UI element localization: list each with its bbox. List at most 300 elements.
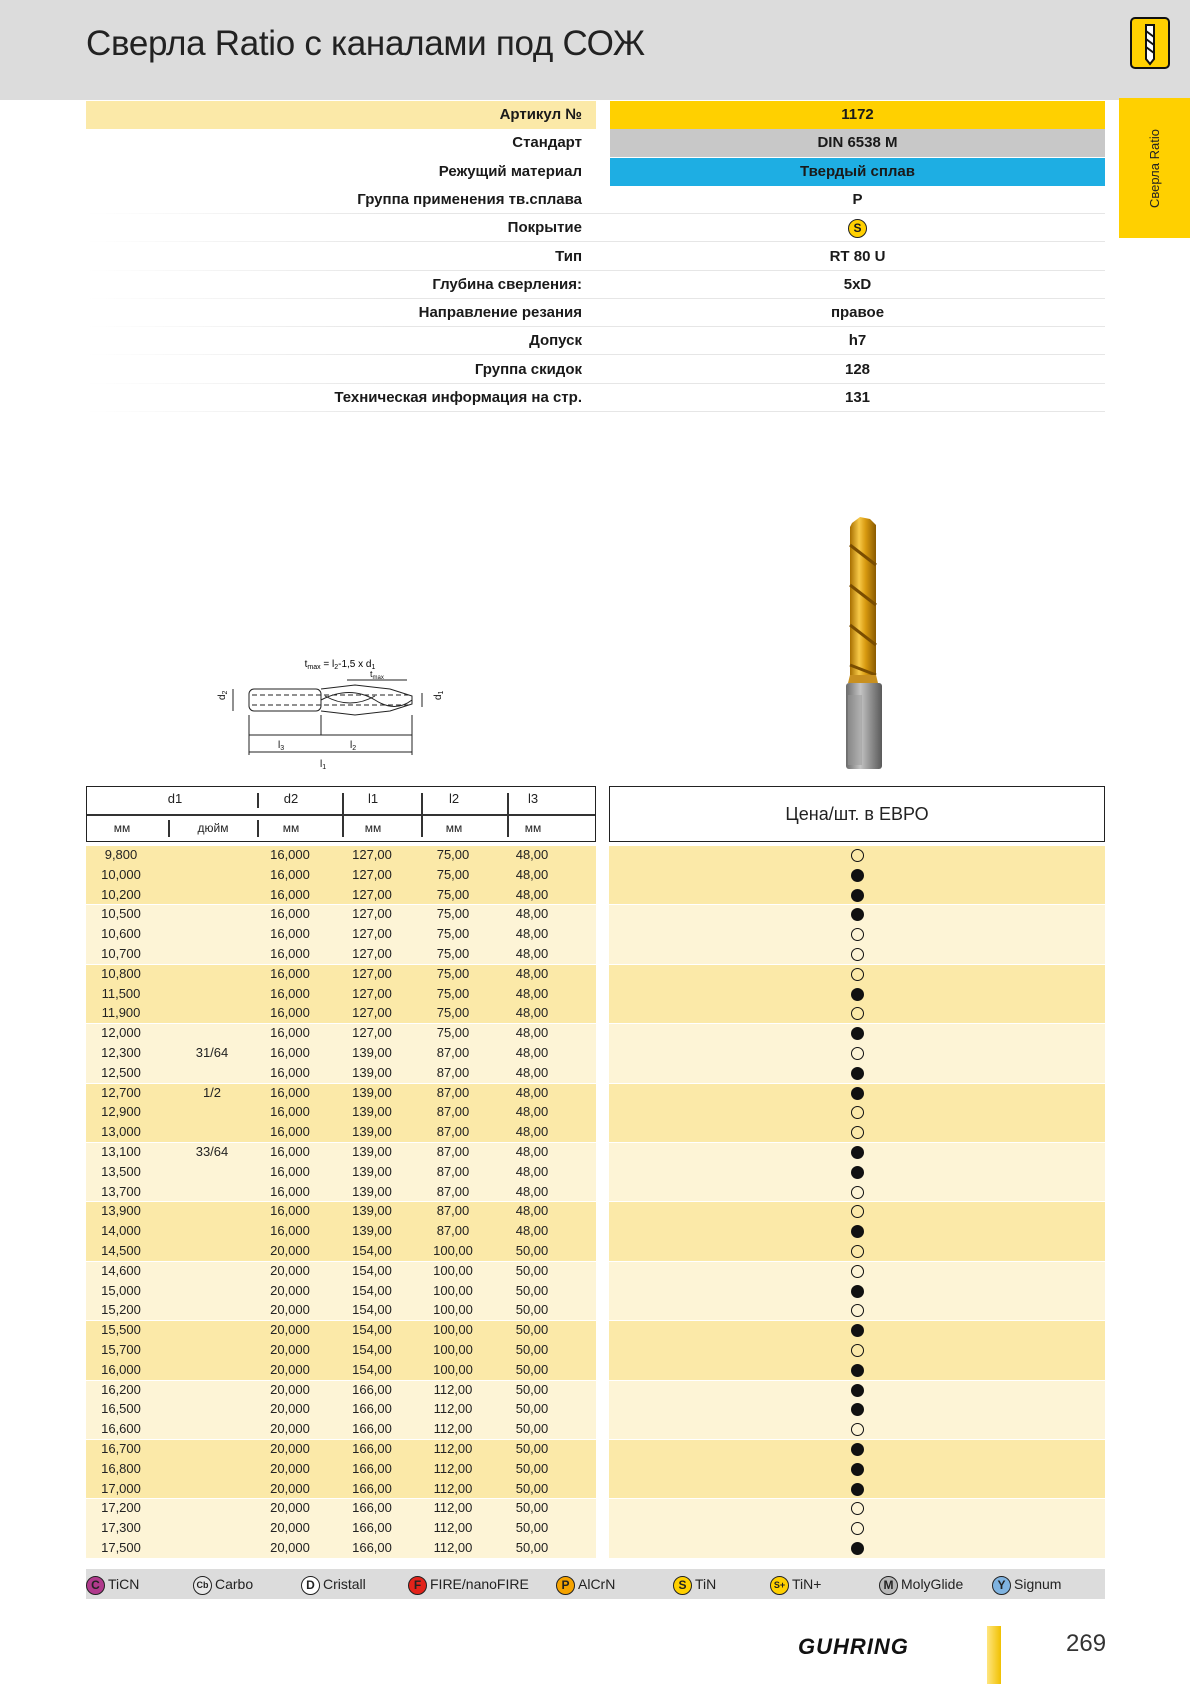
table-row [86, 1419, 596, 1439]
cell-l1: 139,00 [352, 1084, 392, 1100]
in-stock-dot-icon [851, 1364, 864, 1377]
cell-l1: 127,00 [352, 866, 392, 882]
cell-l2: 100,00 [433, 1302, 473, 1318]
price-header-label: Цена/шт. в ЕВРО [785, 804, 929, 824]
cell-l3: 48,00 [515, 1163, 549, 1179]
column-header-l3: l3 [527, 791, 539, 806]
column-divider [507, 793, 509, 837]
cell-d1: 9,800 [104, 847, 138, 862]
cell-d1: 17,500 [101, 1540, 141, 1555]
cell-d1: 10,200 [101, 886, 141, 902]
legend-label: TiN+ [792, 1576, 822, 1592]
page-number: 269 [1066, 1630, 1107, 1657]
cell-d1: 15,700 [101, 1342, 141, 1357]
table-row [86, 1241, 596, 1261]
section-tab [1119, 98, 1190, 238]
column-divider [342, 793, 344, 837]
on-request-circle-icon [851, 1186, 864, 1199]
cell-d1: 16,000 [101, 1361, 141, 1377]
table-row [86, 1261, 596, 1281]
spec-label: Тип [555, 247, 582, 265]
cell-d2: 16,000 [270, 1144, 310, 1159]
cell-l1: 139,00 [352, 1045, 392, 1060]
coating-s-icon: S [673, 1576, 692, 1595]
on-request-circle-icon [851, 1423, 864, 1436]
cell-l3: 48,00 [515, 866, 549, 882]
spec-row [86, 158, 1105, 186]
cell-l2: 75,00 [436, 886, 470, 902]
cell-l3: 48,00 [515, 1223, 549, 1239]
cell-l2: 75,00 [436, 847, 470, 862]
cell-l2: 112,00 [433, 1460, 473, 1476]
in-stock-dot-icon [851, 1067, 864, 1080]
cell-l1: 166,00 [352, 1381, 392, 1397]
spec-label: Покрытие [507, 219, 582, 237]
cell-l3: 48,00 [515, 1144, 549, 1159]
brand-logo: GUHRING [798, 1634, 909, 1659]
table-row [86, 904, 596, 924]
cell-d1: 13,700 [101, 1183, 141, 1199]
cell-l1: 127,00 [352, 926, 392, 942]
spec-row [86, 384, 1105, 412]
on-request-circle-icon [851, 928, 864, 941]
cell-d1: 15,200 [101, 1302, 141, 1318]
label-l3: $l_3$ [278, 740, 285, 752]
in-stock-dot-icon [851, 869, 864, 882]
table-row [86, 1201, 596, 1221]
table-row [86, 1498, 596, 1518]
cell-l3: 50,00 [515, 1361, 549, 1377]
cell-l1: 139,00 [352, 1163, 392, 1179]
table-row [86, 845, 596, 865]
cell-d1: 17,300 [101, 1520, 141, 1536]
cell-d2: 20,000 [270, 1460, 310, 1476]
cell-l3: 50,00 [515, 1460, 549, 1476]
spec-value: 131 [844, 389, 871, 406]
cell-l1: 139,00 [352, 1183, 392, 1199]
on-request-circle-icon [851, 1265, 864, 1278]
on-request-circle-icon [851, 1304, 864, 1317]
cell-l3: 48,00 [515, 1064, 549, 1080]
cell-l2: 100,00 [433, 1243, 473, 1258]
cell-l2: 112,00 [433, 1441, 473, 1456]
cell-d1: 14,000 [101, 1223, 141, 1239]
cell-d1: 14,500 [101, 1243, 141, 1258]
cell-l1: 166,00 [352, 1421, 392, 1437]
cell-l2: 100,00 [433, 1262, 473, 1278]
spec-row [86, 271, 1105, 299]
on-request-circle-icon [851, 1245, 864, 1258]
cell-d2: 16,000 [270, 1064, 310, 1080]
cell-d2: 16,000 [270, 906, 310, 922]
spec-row [86, 243, 1105, 271]
cell-d1: 11,900 [101, 1005, 141, 1021]
table-row [86, 1043, 596, 1063]
label-l2: $l_2$ [350, 740, 357, 752]
cell-l2: 112,00 [433, 1421, 473, 1437]
cell-l2: 75,00 [436, 1005, 470, 1021]
cell-l3: 48,00 [515, 847, 549, 862]
spec-label: Группа скидок [474, 360, 582, 378]
cell-l1: 154,00 [352, 1361, 392, 1377]
cell-l2: 87,00 [436, 1203, 470, 1219]
on-request-circle-icon [851, 1344, 864, 1357]
cell-inch: 1/2 [202, 1084, 222, 1100]
table-row [86, 1142, 596, 1162]
spec-label: Техническая информация на стр. [334, 389, 582, 406]
cell-d1: 16,700 [101, 1441, 141, 1456]
cell-l1: 127,00 [352, 906, 392, 922]
unit-header: мм [113, 821, 131, 835]
table-row [86, 1023, 596, 1043]
table-row [86, 1122, 596, 1142]
cell-l1: 154,00 [352, 1322, 392, 1338]
cell-d1: 17,000 [101, 1480, 141, 1496]
column-header-d2: d2 [283, 791, 299, 806]
cell-l2: 112,00 [433, 1401, 473, 1417]
cell-l3: 48,00 [515, 906, 549, 922]
cell-l2: 112,00 [433, 1540, 473, 1555]
in-stock-dot-icon [851, 1443, 864, 1456]
cell-d1: 16,600 [101, 1421, 141, 1437]
cell-d1: 16,500 [101, 1401, 141, 1417]
cell-d2: 20,000 [270, 1480, 310, 1496]
table-row [86, 1102, 596, 1122]
on-request-circle-icon [851, 948, 864, 961]
label-tmax: $t_{max}$ [370, 669, 384, 681]
cell-l3: 50,00 [515, 1421, 549, 1437]
table-row [86, 1320, 596, 1340]
cell-l2: 87,00 [436, 1045, 470, 1060]
unit-header: мм [364, 821, 382, 835]
spec-row [86, 299, 1105, 327]
cell-l3: 50,00 [515, 1441, 549, 1456]
cell-d2: 16,000 [270, 1084, 310, 1100]
cell-l3: 48,00 [515, 1084, 549, 1100]
cell-d1: 10,800 [101, 965, 141, 981]
legend-label: TiCN [108, 1576, 140, 1592]
cell-l2: 75,00 [436, 1025, 470, 1041]
cell-l3: 50,00 [515, 1480, 549, 1496]
cell-l3: 50,00 [515, 1500, 549, 1516]
cell-l2: 87,00 [436, 1064, 470, 1080]
label-l1: $l_1$ [320, 759, 327, 771]
table-row [86, 865, 596, 885]
spec-value: 1172 [610, 101, 1105, 129]
spec-value [610, 214, 1105, 242]
spec-label: Стандарт [512, 134, 582, 152]
coating-m-icon: M [879, 1576, 898, 1595]
legend-label: MolyGlide [901, 1576, 964, 1592]
spec-row [86, 214, 1105, 242]
table-row [86, 1003, 596, 1023]
cell-l2: 87,00 [436, 1183, 470, 1199]
cell-l1: 139,00 [352, 1124, 392, 1140]
cell-l2: 87,00 [436, 1124, 470, 1140]
column-divider [168, 820, 170, 837]
legend-item [301, 1569, 366, 1599]
cell-d2: 20,000 [270, 1342, 310, 1357]
legend-item [673, 1569, 716, 1599]
legend-item [556, 1569, 615, 1599]
on-request-circle-icon [851, 968, 864, 981]
cell-d1: 12,700 [101, 1084, 141, 1100]
cell-l2: 100,00 [433, 1282, 473, 1298]
cell-l3: 50,00 [515, 1262, 549, 1278]
cell-d2: 16,000 [270, 1223, 310, 1239]
cell-d1: 12,000 [101, 1025, 141, 1041]
legend-item [193, 1569, 253, 1599]
cell-l2: 87,00 [436, 1163, 470, 1179]
cell-l3: 50,00 [515, 1282, 549, 1298]
dimension-table-header [86, 786, 596, 842]
cell-d2: 16,000 [270, 985, 310, 1001]
on-request-circle-icon [851, 1126, 864, 1139]
cell-d2: 16,000 [270, 847, 310, 862]
cell-d1: 13,900 [101, 1203, 141, 1219]
cell-l1: 166,00 [352, 1500, 392, 1516]
coating-f-icon: F [408, 1576, 427, 1595]
table-row [86, 1083, 596, 1103]
cell-d1: 13,500 [101, 1163, 141, 1179]
table-row [86, 1300, 596, 1320]
price-table-header [609, 786, 1105, 842]
legend-item [770, 1569, 821, 1599]
cell-l2: 112,00 [433, 1520, 473, 1536]
table-row [86, 1182, 596, 1202]
spec-value: RT 80 U [829, 247, 886, 265]
drill-product-image [820, 515, 910, 775]
spec-row [86, 186, 1105, 214]
section-tab-label: Сверла Ratio [1147, 128, 1163, 208]
legend-item [86, 1569, 139, 1599]
cell-d1: 10,500 [101, 906, 141, 922]
table-row [86, 1459, 596, 1479]
legend-label: Signum [1014, 1576, 1062, 1592]
cell-l2: 75,00 [436, 926, 470, 942]
label-d1: $d_1$ [433, 690, 445, 700]
cell-l2: 75,00 [436, 965, 470, 981]
cell-l3: 48,00 [515, 886, 549, 902]
on-request-circle-icon [851, 1047, 864, 1060]
spec-value: h7 [848, 332, 867, 350]
cell-d2: 20,000 [270, 1381, 310, 1397]
cell-l3: 48,00 [515, 1124, 549, 1140]
spec-label: Глубина сверления: [432, 275, 582, 293]
header-divider [87, 814, 595, 816]
cell-d2: 16,000 [270, 1005, 310, 1021]
cell-d1: 15,000 [101, 1282, 141, 1298]
in-stock-dot-icon [851, 1463, 864, 1476]
cell-l2: 75,00 [436, 906, 470, 922]
spec-value: DIN 6538 M [610, 129, 1105, 157]
legend-label: Cristall [323, 1576, 366, 1592]
column-divider [257, 820, 259, 837]
legend-item [992, 1569, 1061, 1599]
cell-d1: 10,600 [101, 926, 141, 942]
unit-header: мм [282, 821, 300, 835]
cell-d1: 12,500 [101, 1064, 141, 1080]
cell-d2: 16,000 [270, 1203, 310, 1219]
cell-l1: 154,00 [352, 1243, 392, 1258]
in-stock-dot-icon [851, 988, 864, 1001]
cell-l3: 48,00 [515, 1203, 549, 1219]
spec-row [86, 327, 1105, 355]
cell-d1: 16,800 [101, 1460, 141, 1476]
spec-label: Группа применения тв.сплава [357, 190, 582, 208]
unit-header: мм [445, 821, 463, 835]
cell-l3: 48,00 [515, 1045, 549, 1060]
cell-d2: 20,000 [270, 1243, 310, 1258]
tmax-formula: $t_{max} = l_2-1,5$ x $d_1$ [304, 659, 376, 671]
page-title: Сверла Ratio с каналами под СОЖ [86, 24, 645, 63]
cell-d2: 16,000 [270, 1124, 310, 1140]
coating-y-icon: Y [992, 1576, 1011, 1595]
legend-label: FIRE/nanoFIRE [430, 1576, 529, 1592]
cell-d2: 16,000 [270, 965, 310, 981]
spec-row [86, 101, 1105, 129]
in-stock-dot-icon [851, 1027, 864, 1040]
cell-d2: 20,000 [270, 1282, 310, 1298]
cell-d1: 17,200 [101, 1500, 141, 1516]
drill-dimension-diagram [200, 655, 470, 775]
column-header-d1: d1 [167, 791, 183, 806]
cell-d1: 10,700 [101, 946, 141, 961]
cell-d2: 16,000 [270, 1163, 310, 1179]
spec-value: 128 [844, 360, 871, 378]
cell-d2: 16,000 [270, 1045, 310, 1060]
cell-d1: 12,300 [101, 1045, 141, 1060]
cell-d2: 16,000 [270, 1183, 310, 1199]
cell-l3: 48,00 [515, 985, 549, 1001]
cell-d1: 10,000 [101, 866, 141, 882]
cell-l1: 139,00 [352, 1104, 392, 1120]
coating-legend [86, 1569, 1105, 1599]
legend-label: AlCrN [578, 1576, 616, 1592]
table-row [86, 1063, 596, 1083]
spec-label: Направление резания [418, 304, 582, 322]
table-row [86, 1479, 596, 1499]
table-row [86, 1340, 596, 1360]
cell-l3: 50,00 [515, 1381, 549, 1397]
cell-d2: 16,000 [270, 946, 310, 961]
cell-l2: 75,00 [436, 946, 470, 961]
table-row [86, 944, 596, 964]
cell-l3: 50,00 [515, 1401, 549, 1417]
label-d2: $d_2$ [217, 690, 229, 700]
spec-value: 5xD [843, 275, 872, 293]
cell-l1: 127,00 [352, 1025, 392, 1041]
cell-d2: 16,000 [270, 926, 310, 942]
cell-d2: 20,000 [270, 1322, 310, 1338]
in-stock-dot-icon [851, 1146, 864, 1159]
cell-d2: 20,000 [270, 1401, 310, 1417]
cell-l3: 48,00 [515, 926, 549, 942]
cell-d1: 13,000 [101, 1124, 141, 1140]
cell-l3: 48,00 [515, 1183, 549, 1199]
cell-l3: 48,00 [515, 946, 549, 961]
cell-l1: 166,00 [352, 1540, 392, 1555]
cell-d2: 20,000 [270, 1520, 310, 1536]
cell-d2: 20,000 [270, 1421, 310, 1437]
cell-l3: 50,00 [515, 1322, 549, 1338]
in-stock-dot-icon [851, 1324, 864, 1337]
in-stock-dot-icon [851, 889, 864, 902]
cell-d1: 15,500 [101, 1322, 141, 1338]
on-request-circle-icon [851, 1205, 864, 1218]
table-row [86, 885, 596, 905]
table-row [86, 984, 596, 1004]
cell-inch: 31/64 [195, 1045, 229, 1060]
cell-l3: 50,00 [515, 1520, 549, 1536]
cell-l1: 139,00 [352, 1144, 392, 1159]
cell-l1: 127,00 [352, 946, 392, 961]
cell-l1: 154,00 [352, 1302, 392, 1318]
cell-l2: 100,00 [433, 1361, 473, 1377]
drill-category-icon [1130, 17, 1170, 69]
cell-l3: 48,00 [515, 965, 549, 981]
cell-l1: 127,00 [352, 886, 392, 902]
on-request-circle-icon [851, 1502, 864, 1515]
cell-l2: 87,00 [436, 1104, 470, 1120]
cell-l2: 87,00 [436, 1223, 470, 1239]
on-request-circle-icon [851, 1106, 864, 1119]
on-request-circle-icon [851, 1522, 864, 1535]
cell-d1: 11,500 [101, 985, 141, 1001]
cell-l3: 48,00 [515, 1025, 549, 1041]
cell-l2: 100,00 [433, 1322, 473, 1338]
spec-value: правое [830, 304, 885, 322]
cell-l2: 87,00 [436, 1084, 470, 1100]
table-row [86, 1518, 596, 1538]
coating-s-icon: S [848, 219, 867, 238]
in-stock-dot-icon [851, 1403, 864, 1416]
cell-l2: 112,00 [433, 1500, 473, 1516]
cell-l2: 87,00 [436, 1144, 470, 1159]
cell-d2: 16,000 [270, 1025, 310, 1041]
table-row [86, 1439, 596, 1459]
in-stock-dot-icon [851, 908, 864, 921]
cell-d2: 16,000 [270, 866, 310, 882]
cell-l1: 166,00 [352, 1401, 392, 1417]
cell-l2: 75,00 [436, 866, 470, 882]
cell-l2: 75,00 [436, 985, 470, 1001]
cell-l1: 127,00 [352, 1005, 392, 1021]
column-divider [421, 793, 423, 837]
coating-splus-icon: S+ [770, 1576, 789, 1595]
legend-label: Carbo [215, 1576, 254, 1592]
unit-header: мм [524, 821, 542, 835]
column-header-l2: l2 [448, 791, 460, 806]
cell-l1: 127,00 [352, 965, 392, 981]
cell-d2: 16,000 [270, 1104, 310, 1120]
on-request-circle-icon [851, 1007, 864, 1020]
cell-d2: 20,000 [270, 1262, 310, 1278]
cell-l3: 50,00 [515, 1243, 549, 1258]
in-stock-dot-icon [851, 1166, 864, 1179]
spec-value: Твердый сплав [610, 158, 1105, 186]
cell-l1: 139,00 [352, 1223, 392, 1239]
cell-d1: 14,600 [101, 1262, 141, 1278]
cell-l3: 48,00 [515, 1104, 549, 1120]
cell-l1: 166,00 [352, 1520, 392, 1536]
cell-l1: 139,00 [352, 1203, 392, 1219]
table-row [86, 1380, 596, 1400]
in-stock-dot-icon [851, 1285, 864, 1298]
on-request-circle-icon [851, 849, 864, 862]
in-stock-dot-icon [851, 1087, 864, 1100]
in-stock-dot-icon [851, 1225, 864, 1238]
